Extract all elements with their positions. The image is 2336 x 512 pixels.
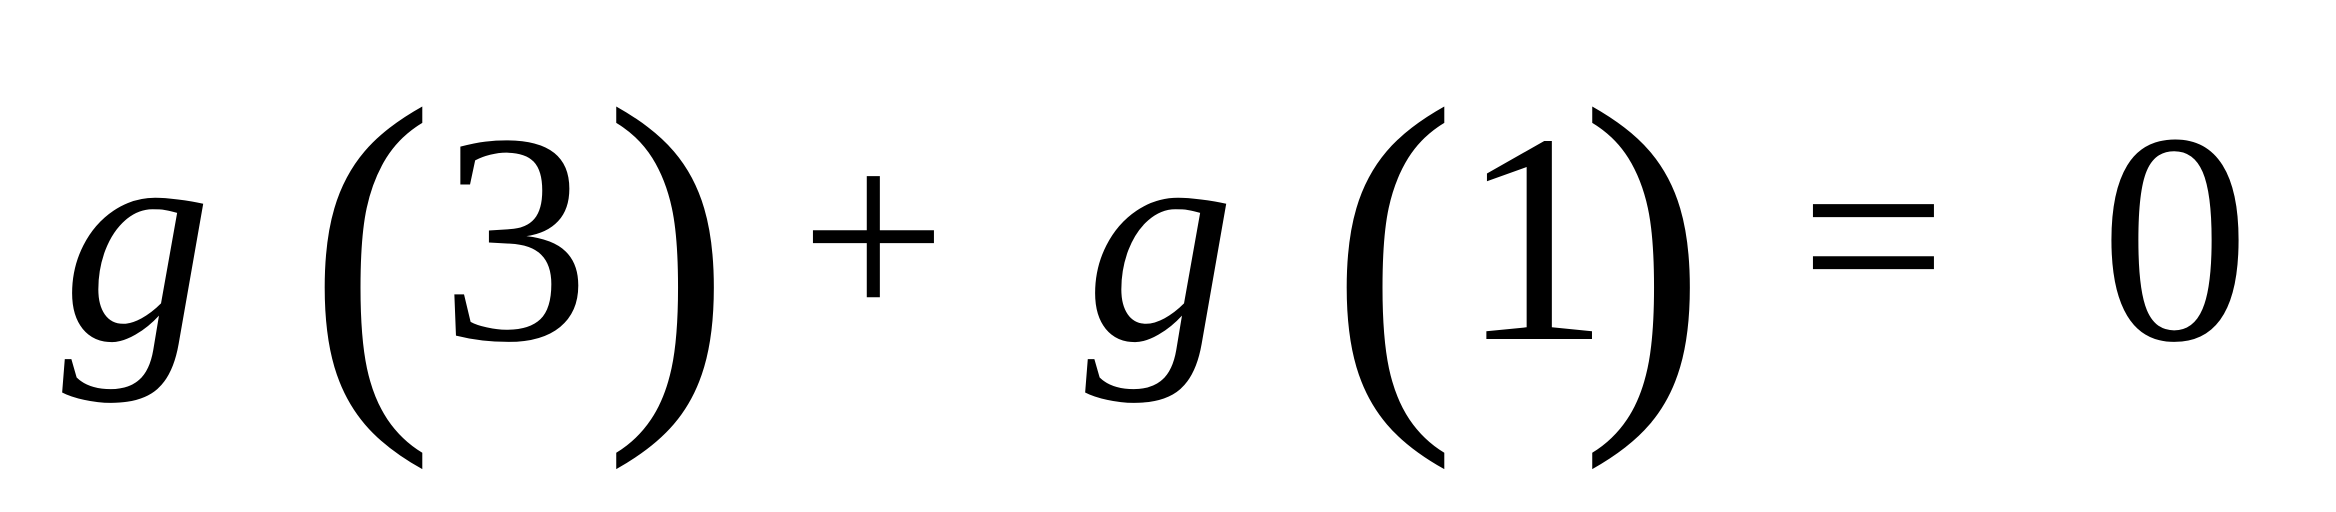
close-paren-1: ): [604, 28, 731, 471]
plus-operator: +: [800, 92, 947, 380]
close-paren-2: ): [1580, 28, 1707, 471]
open-paren-1: (: [308, 28, 435, 471]
result-zero: 0: [2100, 72, 2250, 404]
function-g-2: g: [1085, 72, 1235, 404]
function-g-1: g: [62, 72, 212, 404]
equals-sign: =: [1800, 92, 1947, 380]
argument-1: 1: [1460, 72, 1610, 404]
open-paren-2: (: [1330, 28, 1457, 471]
argument-3: 3: [440, 72, 590, 404]
